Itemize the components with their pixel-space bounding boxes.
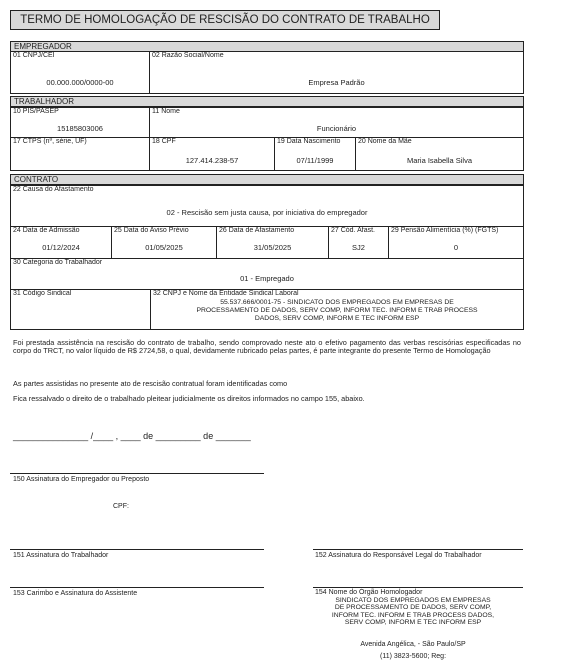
entidade-label: 32 CNPJ e Nome da Entidade Sindical Laboral <box>153 290 299 297</box>
causa-value: 02 - Rescisão sem justa causa, por iniciativa do empregador <box>166 208 368 217</box>
mae-label: 20 Nome da Mãe <box>358 138 412 145</box>
signature-150-label: 150 Assinatura do Empregador ou Preposto <box>13 476 150 483</box>
assistencia-paragraph: Foi prestada assistência na rescisão do contrato de trabalho, sendo comprovado neste ato o efetivo pagamento das verbas rescisórias especificadas no corpo do TRCT, no valor líquido de R$ 2724,58, o qual, devidamente rubricado pelas partes, é parte integrante do presente Termo de Homologação <box>13 338 521 355</box>
entidade-cell <box>150 289 524 330</box>
cpf-label: 18 CPF <box>152 138 176 145</box>
aviso-cell <box>111 226 217 259</box>
entidade-line-1: 55.537.666/0001-75 - SINDICATO DOS EMPREGADOS EM EMPRESAS DE <box>220 299 454 306</box>
nome-value: Funcionário <box>316 124 357 133</box>
ctps-label: 17 CTPS (nº, série, UF) <box>13 138 87 145</box>
signature-line-154 <box>313 587 523 588</box>
causa-label: 22 Causa do Afastamento <box>13 186 94 193</box>
cpf-signature-label: CPF: <box>113 503 129 510</box>
orgao-line-3: INFORM TEC. INFORM E TRAB PROCESS DADOS, <box>331 611 495 619</box>
pis-label: 10 PIS/PASEP <box>13 108 59 115</box>
pensao-value: 0 <box>453 243 459 252</box>
orgao-phone: (11) 3823-5600; Reg: <box>379 653 447 660</box>
signature-line-151 <box>10 549 264 550</box>
categoria-label: 30 Categoria do Trabalhador <box>13 259 103 266</box>
pis-cell <box>10 107 150 138</box>
admissao-cell <box>10 226 112 259</box>
section-empregador: EMPREGADOR <box>10 41 524 52</box>
cod-afast-label: 27 Cód. Afast. <box>331 227 375 234</box>
pensao-label: 29 Pensão Alimentícia (%) (FGTS) <box>391 227 499 234</box>
pensao-cell <box>388 226 524 259</box>
signature-153-label: 153 Carimbo e Assinatura do Assistente <box>13 590 138 597</box>
cod-afast-cell <box>328 226 389 259</box>
nascimento-value: 07/11/1999 <box>296 156 334 165</box>
cnpj-value: 00.000.000/0000-00 <box>46 78 114 87</box>
admissao-label: 24 Data de Admissão <box>13 227 80 234</box>
nome-label: 11 Nome <box>152 108 180 115</box>
page-title: TERMO DE HOMOLOGAÇÃO DE RESCISÃO DO CONTRATO DE TRABALHO <box>10 10 440 30</box>
section-contrato: CONTRATO <box>10 174 524 185</box>
orgao-line-4: SERV COMP, INFORM E TEC INFORM ESP <box>344 619 482 627</box>
cpf-value: 127.414.238-57 <box>185 156 239 165</box>
mae-cell <box>355 137 524 171</box>
entidade-line-3: DADOS, SERV COMP, INFORM E TEC INFORM ESP <box>254 315 420 322</box>
entidade-line-2: PROCESSAMENTO DE DADOS, SERV COMP, INFORM TEC. INFORM E TRAB PROCESS <box>196 307 478 314</box>
categoria-cell <box>10 258 524 290</box>
signature-152-label: 152 Assinatura do Responsável Legal do Trabalhador <box>315 552 482 559</box>
orgao-line-1: SINDICATO DOS EMPREGADOS EM EMPRESAS <box>335 597 491 604</box>
signature-line-153 <box>10 587 264 588</box>
nascimento-label: 19 Data Nascimento <box>277 138 341 145</box>
orgao-homologador <box>313 597 513 627</box>
afastamento-cell <box>216 226 329 259</box>
cnpj-cell <box>10 51 150 94</box>
section-trabalhador: TRABALHADOR <box>10 96 524 107</box>
signature-154-label: 154 Nome do Órgão Homologador <box>315 589 423 596</box>
afastamento-value: 31/05/2025 <box>253 243 292 252</box>
sindical-cell <box>10 289 151 330</box>
orgao-line-2: DE PROCESSAMENTO DE DADOS, SERV COMP, <box>334 604 492 612</box>
razao-value: Empresa Padrão <box>308 78 365 87</box>
causa-cell <box>10 185 524 227</box>
orgao-contact <box>313 640 513 661</box>
signature-151-label: 151 Assinatura do Trabalhador <box>13 552 109 559</box>
signature-line-152 <box>313 549 523 550</box>
date-line: _______________ /____ , ____ de _________ de _______ <box>13 431 251 441</box>
sindical-label: 31 Código Sindical <box>13 290 72 297</box>
razao-label: 02 Razão Social/Nome <box>152 52 224 59</box>
nome-cell <box>149 107 524 138</box>
pis-value: 15185803006 <box>57 124 103 133</box>
razao-cell <box>149 51 524 94</box>
categoria-value: 01 - Empregado <box>240 274 294 283</box>
afastamento-label: 26 Data de Afastamento <box>219 227 295 234</box>
cod-afast-value: SJ2 <box>352 243 365 252</box>
aviso-label: 25 Data do Aviso Prévio <box>114 227 189 234</box>
mae-value: Maria Isabella Silva <box>406 156 473 165</box>
cnpj-label: 01 CNPJ/CEI <box>13 52 55 59</box>
identified-text: As partes assistidas no presente ato de rescisão contratual foram identificadas como <box>13 379 288 388</box>
ctps-cell <box>10 137 150 171</box>
cpf-cell <box>149 137 275 171</box>
nascimento-cell <box>274 137 356 171</box>
orgao-address: Avenida Angélica, - São Paulo/SP <box>360 641 466 648</box>
admissao-value: 01/12/2024 <box>42 243 80 252</box>
ressalvado-text: Fica ressalvado o direito de o trabalhado pleitear judicialmente os direitos informados no campo 155, abaixo. <box>13 394 365 403</box>
aviso-value: 01/05/2025 <box>145 243 183 252</box>
signature-line-150 <box>10 473 264 474</box>
